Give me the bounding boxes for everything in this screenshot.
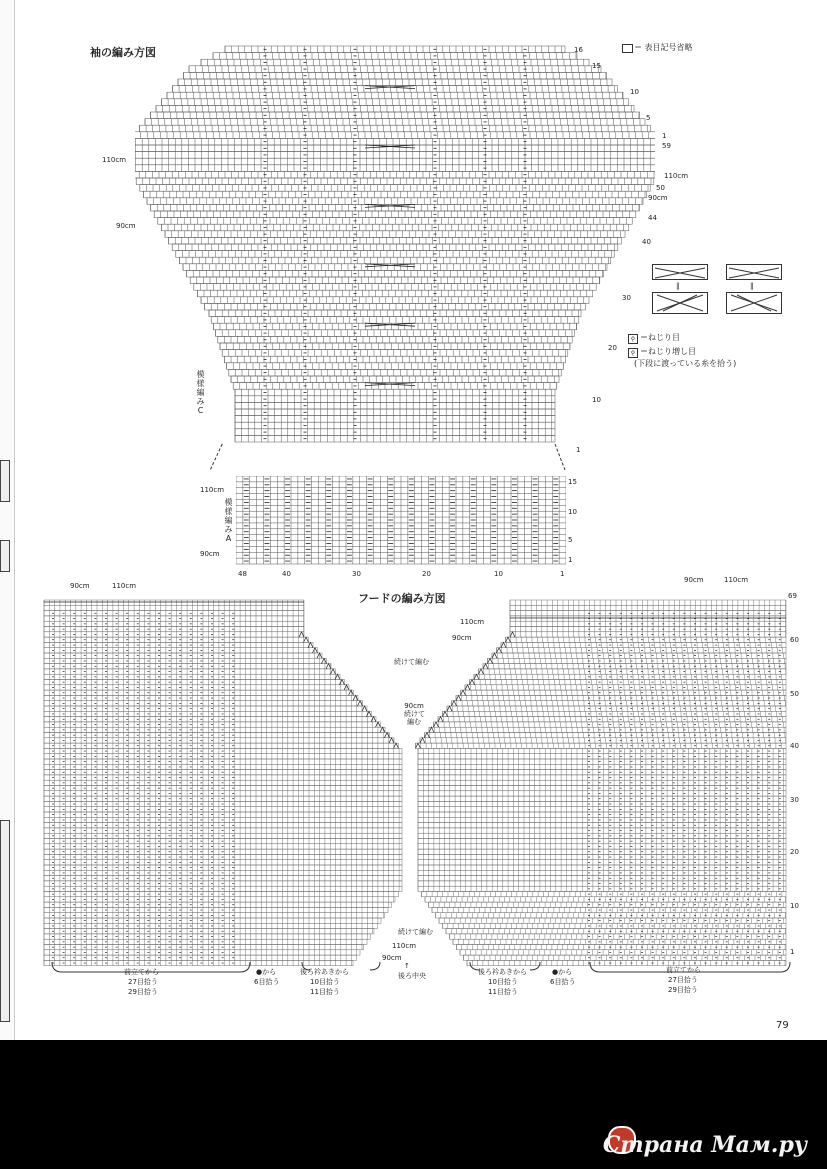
hood-row-number: 50 xyxy=(790,690,799,698)
hood-top-right-90: 90cm xyxy=(684,576,704,584)
pattern-a-col-number: 30 xyxy=(352,570,361,578)
pattern-a-label: 模様編みA xyxy=(224,498,233,543)
hood-row-69: 69 xyxy=(788,592,797,600)
sleeve-row-number: 44 xyxy=(648,214,657,222)
pattern-a-col-number: 40 xyxy=(282,570,291,578)
twist-stitch-icon: ǫ xyxy=(628,334,638,344)
sleeve-title: 袖の編み方図 xyxy=(90,46,156,59)
sleeve-row-number: 10 xyxy=(592,396,601,404)
pickup-brackets xyxy=(40,958,800,998)
pickup-text: 前立てから xyxy=(124,968,159,976)
hood-row-number: 30 xyxy=(790,796,799,804)
page-number: 79 xyxy=(776,1020,789,1031)
left-mid-pickup-count: 6目拾う xyxy=(254,978,280,986)
equals-sign: ‖ xyxy=(750,282,754,290)
right-mid-pickup: ●から xyxy=(552,968,573,976)
hood-row-number: 40 xyxy=(790,742,799,750)
hood-row-number: 60 xyxy=(790,636,799,644)
cable-legend-right-bottom xyxy=(726,292,782,314)
a-size-110: 110cm xyxy=(200,486,225,494)
twist-increase-note: (下段に渡っている糸を拾う) xyxy=(634,359,737,368)
watermark: Страна Мам.ру xyxy=(602,1132,807,1158)
twist-increase-label: ＝ねじり増し目 xyxy=(640,347,696,356)
cable-legend-right-top xyxy=(726,264,782,280)
size-110-left: 110cm xyxy=(102,156,127,164)
binding-mark xyxy=(0,820,10,1022)
up-arrow-icon: ↑ xyxy=(404,962,410,970)
twist-stitch-label: ＝ねじり目 xyxy=(640,333,680,342)
right-back-pickup-11: 11目拾う xyxy=(488,988,518,996)
continue-label-top: 続けて編む xyxy=(394,658,429,666)
pattern-c-label: 模様編みC xyxy=(196,370,205,415)
size-90-left: 90cm xyxy=(116,222,136,230)
binding-mark xyxy=(0,460,10,502)
sleeve-row-number: 50 xyxy=(656,184,665,192)
cable-legend-left-top xyxy=(652,264,708,280)
hood-title: フードの編み方図 xyxy=(358,592,446,605)
sleeve-row-number: 20 xyxy=(608,344,617,352)
right-front-pickup-27: 27目拾う xyxy=(668,976,698,984)
sleeve-row-number: 5 xyxy=(646,114,651,122)
pattern-a-row-number: 15 xyxy=(568,478,577,486)
twist-increase-icon: ǫ xyxy=(628,348,638,358)
hood-mid-110: 110cm xyxy=(460,618,485,626)
left-back-pickup-11: 11目拾う xyxy=(310,988,340,996)
hood-chart-grid xyxy=(40,596,800,968)
left-back-pickup-10: 10目拾う xyxy=(310,978,340,986)
pattern-a-col-number: 48 xyxy=(238,570,247,578)
right-back-pickup: 後ろ衿あきから xyxy=(478,968,527,976)
pattern-a-col-number: 1 xyxy=(560,570,565,578)
pattern-a-col-number: 20 xyxy=(422,570,431,578)
sleeve-row-number: 1 xyxy=(576,446,581,454)
bottom-110: 110cm xyxy=(392,942,417,950)
hood-row-number: 10 xyxy=(790,902,799,910)
hood-row-number: 1 xyxy=(790,948,795,956)
hood-mid-90: 90cm xyxy=(452,634,472,642)
bottom-90: 90cm xyxy=(382,954,402,962)
right-front-pickup-29: 29目拾う xyxy=(668,986,698,994)
sleeve-row-number: 1 xyxy=(662,132,667,140)
binding-mark xyxy=(0,540,10,572)
hood-row-number: 20 xyxy=(790,848,799,856)
right-front-pickup: 前立てから xyxy=(666,966,701,974)
left-mid-pickup: ●から xyxy=(256,968,277,976)
sleeve-row-number: 40 xyxy=(642,238,651,246)
center-continue-label: 90cm 続けて 編む xyxy=(404,702,425,726)
binding-edge xyxy=(0,0,15,1040)
pickup-text: 29目拾う xyxy=(128,988,158,996)
sleeve-pattern-a-grid xyxy=(236,476,566,570)
back-center-label: 後ろ中央 xyxy=(398,972,426,980)
a-size-90: 90cm xyxy=(200,550,220,558)
sleeve-chart-grid xyxy=(135,40,655,470)
sleeve-row-number: 16 xyxy=(574,46,583,54)
pattern-a-row-number: 1 xyxy=(568,556,573,564)
pickup-text: 27目拾う xyxy=(128,978,158,986)
right-back-pickup-10: 10目拾う xyxy=(488,978,518,986)
left-back-pickup: 後ろ衿あきから xyxy=(300,968,349,976)
cable-legend-left-bottom xyxy=(652,292,708,314)
hood-top-left-90: 90cm xyxy=(70,582,90,590)
hood-top-left-110: 110cm xyxy=(112,582,137,590)
sleeve-row-number: 10 xyxy=(630,88,639,96)
continue-label-bottom: 続けて編む xyxy=(398,928,433,936)
sleeve-row-number: 59 xyxy=(662,142,671,150)
pattern-a-col-number: 10 xyxy=(494,570,503,578)
size-90-right: 90cm xyxy=(648,194,668,202)
sleeve-row-number: 30 xyxy=(622,294,631,302)
pattern-a-row-number: 5 xyxy=(568,536,573,544)
sleeve-row-number: 15 xyxy=(592,62,601,70)
size-110-right: 110cm xyxy=(664,172,689,180)
right-mid-pickup-count: 6目拾う xyxy=(550,978,576,986)
equals-sign: ‖ xyxy=(676,282,680,290)
pattern-a-row-number: 10 xyxy=(568,508,577,516)
legend-note: ＝ 表目記号省略 xyxy=(634,43,693,52)
hood-top-right-110: 110cm xyxy=(724,576,749,584)
